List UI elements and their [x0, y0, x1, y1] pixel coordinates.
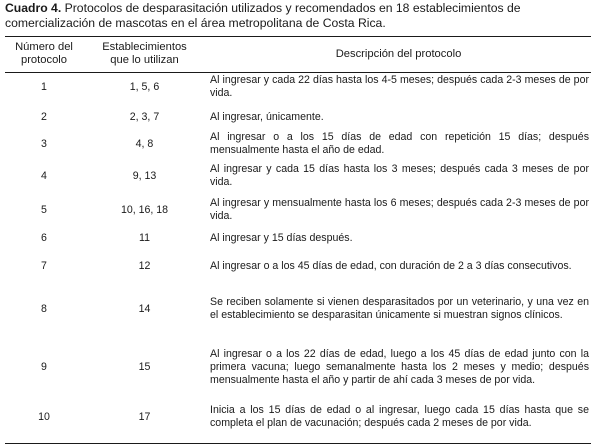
table-body [5, 69, 591, 435]
protocol-number: 7 [41, 259, 47, 272]
protocol-description: Al ingresar y cada 15 días hasta los 3 meses; después cada 3 meses de por vida. [210, 163, 589, 188]
header-row [5, 39, 591, 69]
protocol-number: 8 [41, 302, 47, 315]
caption-line-1 [5, 1, 591, 16]
protocol-description: Al ingresar o a los 22 días de edad, luego a los 45 días de edad junto con la primera vacuna; luego semanalmente hasta los 2 meses y medio; después mensualmente hasta el año y partir de ahí cada 3 meses de por vida. [210, 347, 589, 386]
establishments: 14 [138, 302, 151, 315]
table-row [5, 105, 591, 129]
establishments: 9, 13 [132, 169, 157, 182]
table-row [5, 335, 591, 399]
header-establishments [83, 39, 206, 69]
table-row [5, 399, 591, 435]
establishments: 15 [138, 360, 151, 373]
protocol-number: 9 [41, 360, 47, 373]
table-row [5, 283, 591, 335]
protocol-description: Inicia a los 15 días de edad o al ingresar, luego cada 15 días hasta que se completa el plan de vacunación; después cada 2 meses de por vida. [210, 404, 589, 429]
table-row [5, 227, 591, 249]
protocol-description: Al ingresar o a los 45 días de edad, con duración de 2 a 3 días consecutivos. [210, 259, 572, 272]
establishments: 1, 5, 6 [129, 80, 160, 93]
header-description: Descripción del protocolo [335, 47, 462, 60]
table-row [5, 159, 591, 193]
table-row [5, 193, 591, 227]
establishments: 12 [138, 259, 151, 272]
caption-title-part-1: Protocolos de desparasitación utilizados y recomendados en 18 establecimientos de [61, 1, 521, 15]
protocol-number: 1 [41, 80, 47, 93]
protocol-number: 10 [38, 410, 50, 423]
caption-title-part-2: comercialización de mascotas en el área metropolitana de Costa Rica. [5, 16, 386, 30]
protocol-number: 4 [41, 169, 47, 182]
protocol-description: Al ingresar y 15 días después. [210, 231, 353, 244]
protocol-description: Se reciben solamente si vienen desparasitados por un veterinario, y una vez en el establecimiento se desparasitan únicamente si muestran signos clínicos. [210, 296, 589, 321]
table-header [5, 39, 591, 69]
table-row [5, 249, 591, 283]
protocol-description: Al ingresar y cada 22 días hasta los 4-5 meses; después cada 2-3 meses de por vida. [210, 74, 589, 99]
protocol-description: Al ingresar, únicamente. [210, 110, 324, 123]
establishments: 11 [139, 231, 150, 244]
protocol-number: 6 [41, 231, 47, 244]
protocol-table [5, 39, 591, 435]
establishments: 17 [138, 410, 151, 423]
header-protocol-number-line-1: Número del [15, 41, 73, 53]
table-row [5, 69, 591, 105]
establishments: 4, 8 [135, 137, 154, 150]
header-establishments-line-1: Establecimientos [102, 41, 187, 53]
header-protocol-number [5, 39, 83, 69]
top-rule [5, 36, 591, 37]
caption-label: Cuadro 4. [5, 1, 62, 15]
header-establishments-line-2: que lo utilizan [110, 54, 179, 66]
establishments: 2, 3, 7 [129, 110, 160, 123]
protocol-number: 5 [41, 203, 47, 216]
table-caption [5, 1, 591, 31]
protocol-number: 2 [41, 110, 47, 123]
table-row [5, 129, 591, 159]
establishments: 10, 16, 18 [120, 203, 169, 216]
protocol-description: Al ingresar y mensualmente hasta los 6 meses; después cada 2-3 meses de por vida. [210, 197, 589, 222]
protocol-number: 3 [41, 137, 47, 150]
header-protocol-number-line-2: protocolo [20, 54, 68, 66]
bottom-rule [5, 443, 591, 444]
protocol-description: Al ingresar o a los 15 días de edad con repetición 15 días; después mensualmente hasta el año de edad. [210, 131, 589, 156]
